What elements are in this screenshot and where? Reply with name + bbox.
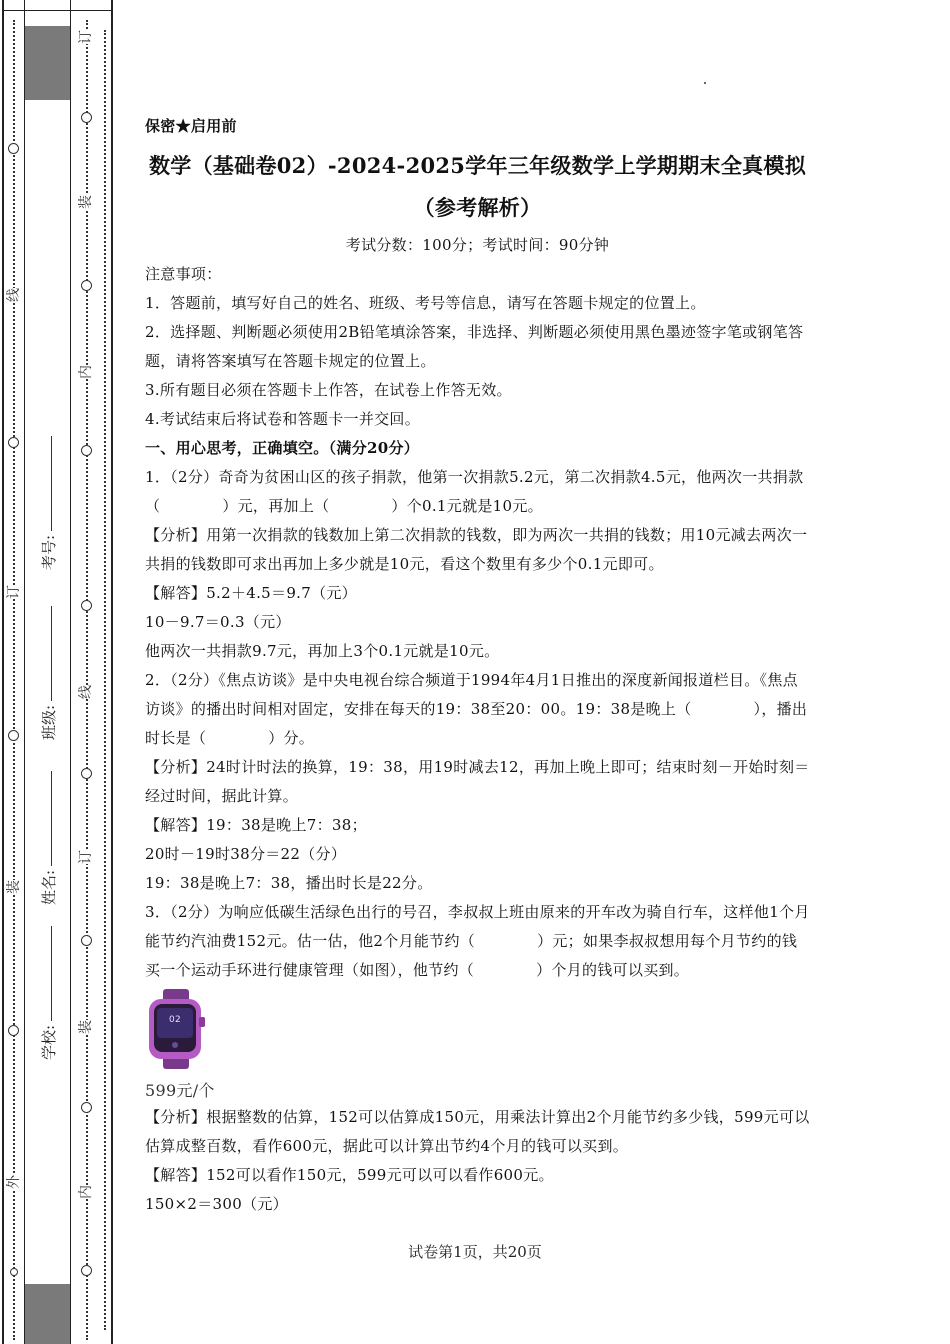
exam-info: 考试分数：100分；考试时间：90分钟 (345, 236, 610, 254)
question-1-answer (145, 579, 810, 608)
name-field[interactable] (38, 771, 59, 905)
inner-circle-mark (81, 1102, 92, 1113)
answer-line: 10－9.7＝0.3（元） (145, 613, 291, 631)
q3-stem-part: ）个月的钱可以买到。 (536, 961, 690, 979)
question-1-analysis (145, 521, 810, 579)
question-1-stem (145, 463, 810, 521)
inner-char: 装 (78, 1020, 94, 1034)
analysis-text: 24时计时法的换算，19：38，用19时减去12，再加上晚上即可；结束时刻－开始时刻＝经过时间，据此计算。 (145, 758, 810, 805)
binding-gray-block-bottom (25, 1284, 70, 1344)
question-3-answer (145, 1161, 810, 1190)
smartwatch-figure (145, 989, 225, 1103)
inner-cut-line (86, 20, 88, 1340)
analysis-text: 用第一次捐款的钱数加上第二次捐款的钱数，即为两次一共捐的钱数；用10元减去两次一共捐的钱数即可求出再加上多少就是10元，看这个数里有多少个0.1元即可。 (145, 526, 808, 573)
inner-circle-mark (81, 112, 92, 123)
right-dot-line (104, 30, 106, 1330)
outer-cut-line (13, 20, 15, 1340)
name-label: 姓名: (40, 869, 58, 905)
question-2-answer (145, 811, 810, 840)
outer-char: 订 (6, 585, 22, 599)
analysis-tag: 【分析】 (145, 526, 207, 544)
exam-number-field[interactable] (38, 436, 59, 570)
class-field[interactable] (38, 606, 59, 740)
binding-border-right (111, 0, 113, 1344)
outer-circle-mark (8, 143, 19, 154)
svg-text:02: 02 (168, 1015, 182, 1025)
analysis-tag: 【分析】 (145, 758, 207, 776)
title-line-1: 数学（基础卷02）-2024-2025学年三年级数学上学期期末全真模拟 (148, 153, 807, 178)
q3-stem-part: ）元；如果李叔叔想用每个月节约的钱买一个运动手环进行健康管理（如图），他节约（ (145, 932, 798, 979)
price-label: 599元/个 (145, 1081, 215, 1100)
q2-stem-part: ）分。 (268, 729, 315, 747)
binding-border-top (2, 10, 113, 11)
answer-line: 5.2＋4.5＝9.7（元） (206, 584, 357, 602)
inner-char: 订 (78, 850, 94, 864)
analysis-tag: 【分析】 (145, 1108, 207, 1126)
outer-circle-mark (8, 1025, 19, 1036)
q2-stem-part: ），播出时长是（ (145, 700, 808, 747)
smartwatch-image (145, 989, 209, 1069)
inner-circle-mark (81, 600, 92, 611)
answer-tag: 【解答】 (145, 1166, 207, 1184)
page-footer: 试卷第1页，共20页 (408, 1243, 542, 1261)
inner-char: 订 (78, 30, 94, 44)
inner-circle-mark (81, 1265, 92, 1276)
question-3-stem (145, 898, 810, 985)
school-underline (51, 926, 52, 1021)
outer-circle-mark (8, 437, 19, 448)
question-2-analysis (145, 753, 810, 811)
answer-line: 19：38是晚上7：38，播出时长是22分。 (145, 874, 433, 892)
answer-line: 150×2＝300（元） (145, 1195, 288, 1213)
exam-number-label: 考号: (40, 534, 58, 570)
binding-border-mid-a (24, 0, 25, 1344)
binding-gray-block-top (25, 26, 70, 100)
notice-item: 2．选择题、判断题必须使用2B铅笔填涂答案，非选择、判断题必须使用黑色墨迹签字笔或钢笔答题，请将答案填写在答题卡规定的位置上。 (145, 323, 804, 370)
answer-tag: 【解答】 (145, 816, 207, 834)
inner-circle-mark (81, 768, 92, 779)
q1-stem-part: ）个0.1元就是10元。 (391, 497, 543, 515)
outer-char: 装 (6, 880, 22, 894)
scan-speck (704, 82, 706, 84)
binding-border-left (2, 0, 4, 1344)
class-label: 班级: (40, 704, 58, 740)
outer-circle-mark (8, 730, 19, 741)
notice-item: 1．答题前，填写好自己的姓名、班级、考号等信息，请写在答题卡规定的位置上。 (145, 294, 706, 312)
class-underline (51, 606, 52, 701)
q1-stem-part: ）元，再加上（ (222, 497, 330, 515)
binding-border-mid-b (70, 0, 71, 1344)
answer-line: 他两次一共捐款9.7元，再加上3个0.1元就是10元。 (145, 642, 500, 660)
question-3-analysis (145, 1103, 810, 1161)
question-2-stem (145, 666, 810, 753)
exam-number-underline (51, 436, 52, 531)
answer-tag: 【解答】 (145, 584, 207, 602)
notice-item: 4.考试结束后将试卷和答题卡一并交回。 (145, 410, 421, 428)
analysis-text: 根据整数的估算，152可以估算成150元，用乘法计算出2个月能节约多少钱，599元可以估算成整百数，看作600元，据此可以计算出节约4个月的钱可以买到。 (145, 1108, 810, 1155)
notice-heading: 注意事项： (145, 265, 222, 283)
inner-circle-mark (81, 935, 92, 946)
binding-margin (0, 0, 115, 1344)
section-heading: 一、用心思考，正确填空。（满分20分） (145, 439, 420, 457)
page-title (145, 145, 810, 229)
q1-stem-part: 1．（2分）奇奇为贫困山区的孩子捐款，他第一次捐款5.2元，第二次捐款4.5元，他两次一共捐款（ (145, 468, 804, 515)
outer-char: 线 (6, 288, 22, 302)
answer-line: 152可以看作150元，599元可以可以看作600元。 (206, 1166, 554, 1184)
q3-stem-part: 3．（2分）为响应低碳生活绿色出行的号召，李叔叔上班由原来的开车改为骑自行车，这样他1个月能节约汽油费152元。估一估，他2个月能节约（ (145, 903, 810, 950)
answer-line: 19：38是晚上7：38； (206, 816, 367, 834)
inner-char: 装 (78, 195, 94, 209)
answer-line: 20时－19时38分＝22（分） (145, 845, 347, 863)
school-field[interactable] (38, 926, 59, 1060)
outer-circle-mark (10, 1268, 18, 1276)
name-underline (51, 771, 52, 866)
secret-label: 保密★启用前 (145, 117, 237, 135)
inner-char: 线 (78, 685, 94, 699)
inner-char: 内 (78, 1185, 94, 1199)
inner-circle-mark (81, 445, 92, 456)
outer-char: 外 (6, 1175, 22, 1189)
notice-item: 3.所有题目必须在答题卡上作答，在试卷上作答无效。 (145, 381, 512, 399)
document-body (145, 112, 810, 1219)
inner-char: 内 (78, 365, 94, 379)
inner-circle-mark (81, 280, 92, 291)
school-label: 学校: (40, 1024, 58, 1060)
title-line-2: （参考解析） (413, 195, 542, 220)
q2-stem-part: 2．（2分）《焦点访谈》是中央电视台综合频道于1994年4月1日推出的深度新闻报道栏目。《焦点访谈》的播出时间相对固定，安排在每天的19：38至20：00。19：38是晚上（ (145, 671, 798, 718)
